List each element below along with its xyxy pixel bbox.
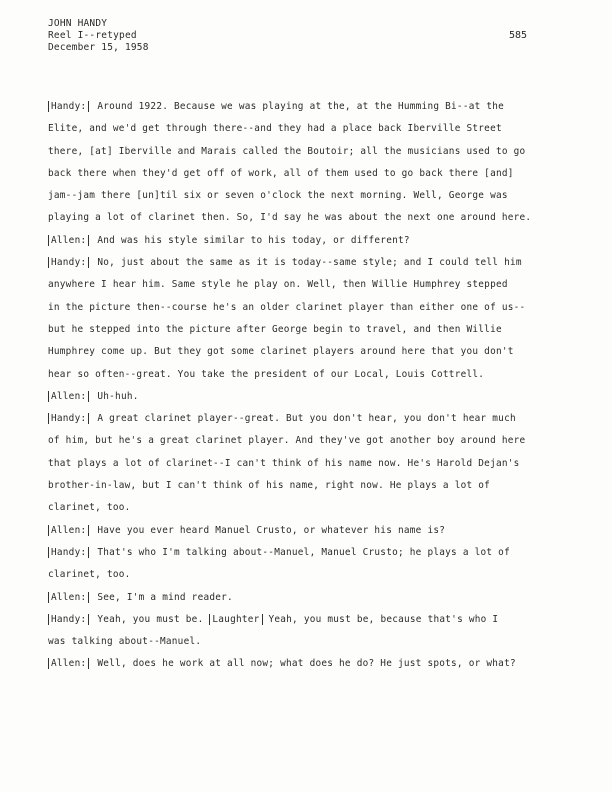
transcript-line [48,475,558,497]
line-text-continued: Yeah, you must be, because that's who I [268,613,499,625]
transcript-line [48,520,558,542]
speaker-label: Allen: [48,658,89,669]
header-name: JOHN HANDY [48,18,108,29]
line-text: Have you ever heard Manuel Crusto, or whatever his name is? [97,524,446,536]
transcript-line [48,163,558,185]
speaker-label: Allen: [48,391,89,402]
speaker-label: Handy: [48,614,89,625]
line-text: hear so often--great. You take the president of our Local, Louis Cottrell. [48,368,485,380]
stage-direction: Laughter [209,614,262,625]
speaker-label: Handy: [48,413,89,424]
line-text: That's who I'm talking about--Manuel, Manuel Crusto; he plays a lot of [97,546,510,558]
speaker-label: Handy: [48,257,89,268]
line-text: but he stepped into the picture after George begin to travel, and then Willie [48,323,502,335]
line-text: See, I'm a mind reader. [97,591,233,603]
transcript-line [48,252,558,274]
page-number: 585 [509,30,528,41]
transcript-line [48,230,558,252]
line-text: No, just about the same as it is today--same style; and I could tell him [97,257,522,269]
line-text: clarinet, too. [48,569,131,581]
line-text: Humphrey come up. But they got some clarinet players around here that you don't [48,346,514,358]
transcript-line [48,653,558,675]
transcript-line [48,631,558,653]
transcript-line [48,430,558,452]
line-text: was talking about--Manuel. [48,636,202,648]
line-text: Elite, and we'd get through there--and they had a place back Iberville Street [48,123,502,135]
line-text: A great clarinet player--great. But you don't hear, you don't hear much [97,413,516,425]
speaker-label: Handy: [48,101,89,112]
header-date: December 15, 1958 [48,42,149,53]
transcript-line [48,564,558,586]
line-text: brother-in-law, but I can't think of his name, right now. He plays a lot of [48,480,491,492]
transcript-line [48,141,558,163]
line-text: playing a lot of clarinet then. So, I'd say he was about the next one around here. [48,212,532,224]
line-text: in the picture then--course he's an older clarinet player than either one of us-- [48,301,526,313]
line-text: that plays a lot of clarinet--I can't think of his name now. He's Harold Dejan's [48,457,520,469]
transcript-body [48,96,558,676]
transcript-line [48,319,558,341]
transcript-line [48,587,558,609]
document-header [48,18,149,54]
transcript-line [48,274,558,296]
line-text: back there when they'd get off of work, all of them used to go back there [and] [48,167,514,179]
line-text: there, [at] Iberville and Marais called the Boutoir; all the musicians used to go [48,145,526,157]
transcript-line [48,96,558,118]
line-text: clarinet, too. [48,502,131,514]
transcript-line [48,542,558,564]
line-text: Well, does he work at all now; what does he do? He just spots, or what? [97,658,516,670]
transcript-line [48,609,558,631]
speaker-label: Allen: [48,592,89,603]
header-reel: Reel I--retyped [48,30,137,41]
line-text: anywhere I hear him. Same style he play on. Well, then Willie Humphrey stepped [48,279,508,291]
speaker-label: Handy: [48,547,89,558]
transcript-line [48,341,558,363]
speaker-label: Allen: [48,235,89,246]
line-text: jam--jam there [un]til six or seven o'clock the next morning. Well, George was [48,190,508,202]
line-text: Around 1922. Because we was playing at the, at the Humming Bi--at the [97,101,505,112]
line-text: Yeah, you must be. [97,613,204,625]
transcript-line [48,207,558,229]
transcript-line [48,386,558,408]
transcript-line [48,497,558,519]
transcript-line [48,408,558,430]
line-text: of him, but he's a great clarinet player. And they've got another boy around here [48,435,526,447]
transcript-line [48,364,558,386]
transcript-line [48,185,558,207]
line-text: And was his style similar to his today, or different? [97,234,410,246]
line-text: Uh-huh. [97,390,139,402]
transcript-line [48,453,558,475]
transcript-line [48,297,558,319]
transcript-line [48,118,558,140]
speaker-label: Allen: [48,525,89,536]
